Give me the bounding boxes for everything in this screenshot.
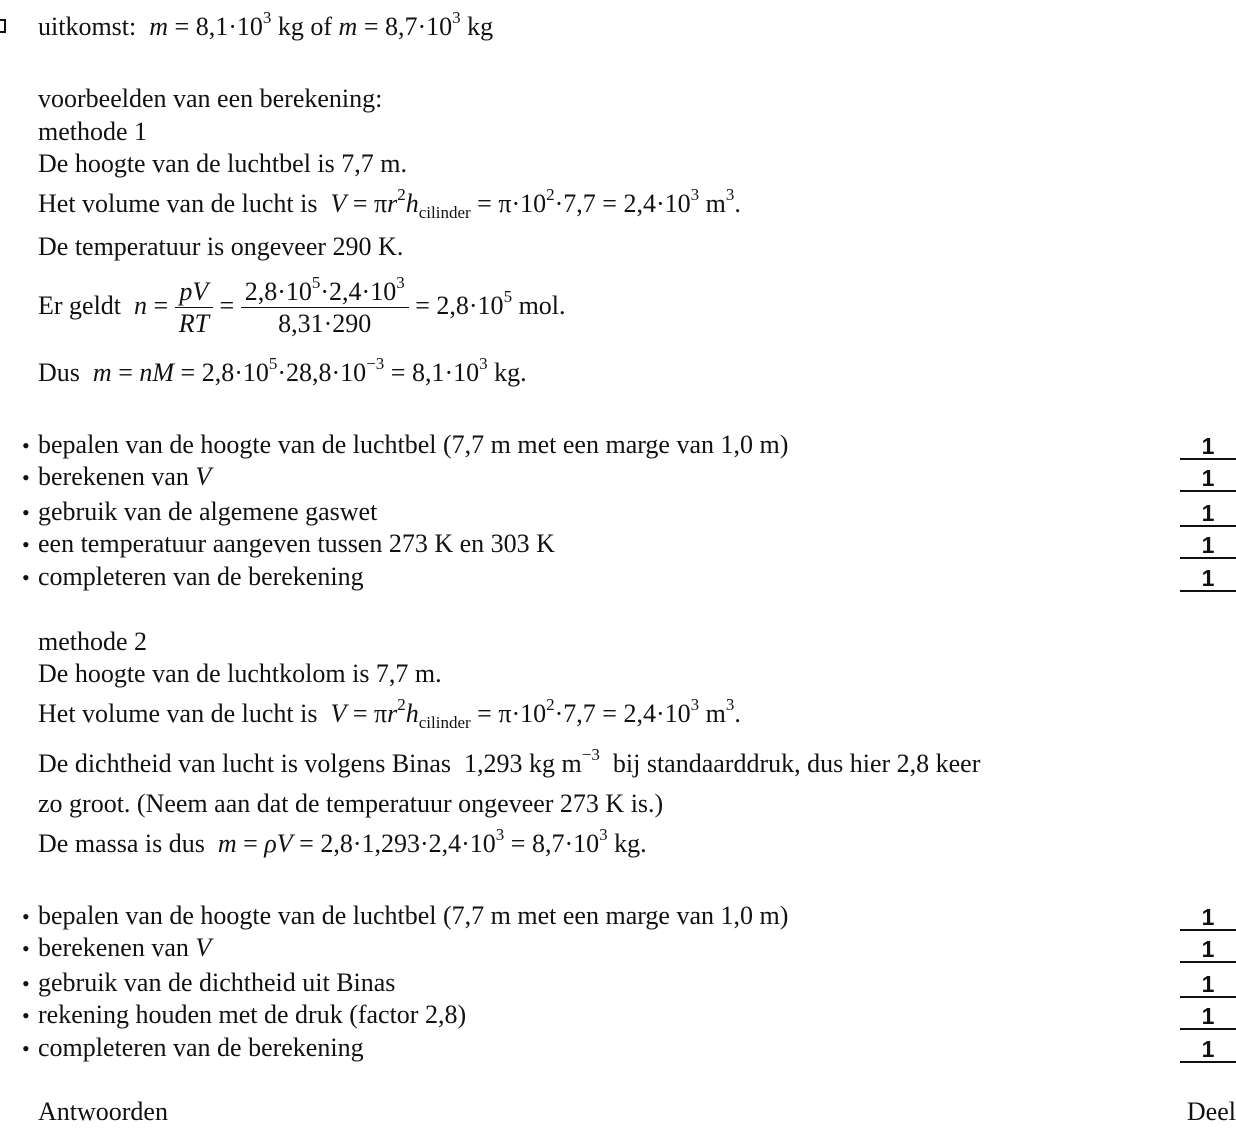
method2-score-1: 1 — [1180, 905, 1236, 931]
method2-criterion-5: • completeren van de berekening — [22, 1033, 364, 1062]
method2-criterion-2: • berekenen van V — [22, 933, 212, 962]
method2-criterion-1: • bepalen van de hoogte van de luchtbel (7,7 m met een marge van 1,0 m) — [22, 901, 789, 930]
method2-volume-line: Het volume van de lucht is $V = \pi r^2h_{cilinder} = \pi\cdot 10^2\cdot 7,7 = 2,4\cdot 10^3$ $m^3$. — [38, 695, 741, 732]
method2-mass-line: De massa is dus $m = \rho V = 2,8\cdot 1,293\cdot 2,4\cdot 10^3 = 8,7\cdot 10^3$ kg. — [38, 825, 647, 858]
method1-temp-line: De temperatuur is ongeveer 290 K. — [38, 232, 404, 261]
method1-score-3: 1 — [1180, 501, 1236, 527]
method2-title: methode 2 — [38, 627, 148, 656]
fraction-pv-rt: $\frac{pV}{RT}$ — [175, 277, 213, 340]
method2-criterion-4: • rekening houden met de druk (factor 2,8) — [22, 1000, 467, 1029]
method2-density-line: De dichtheid van lucht is volgens Binas 1,293 kg $m^{-3}$ bij standaarddruk, dus hier 2,8 keer — [38, 745, 981, 778]
method2-score-3: 1 — [1180, 972, 1236, 998]
method2-score-4: 1 — [1180, 1004, 1236, 1030]
intro-text: voorbeelden van een berekening: — [38, 84, 383, 113]
outcome-line: uitkomst: $m = 8,1\cdot 10^3$ kg of $m = 8,7\cdot 10^3$ kg — [38, 8, 494, 41]
method1-criterion-4: • een temperatuur aangeven tussen 273 K en 303 K — [22, 529, 555, 558]
method1-score-5: 1 — [1180, 566, 1236, 592]
method2-score-5: 1 — [1180, 1037, 1236, 1063]
method1-gaswet-line: Er geldt n = $\frac{pV}{RT}$ = $\frac{2,8\cdot 10^5\cdot 2,4\cdot 10^3}{8,31\cdot 290}$ = $2,8\cdot 10^5$ mol. — [38, 272, 566, 338]
footer-left: Antwoorden — [38, 1097, 168, 1126]
method1-title: methode 1 — [38, 117, 148, 146]
method1-criterion-3: • gebruik van de algemene gaswet — [22, 497, 378, 526]
method2-height-line: De hoogte van de luchtkolom is 7,7 m. — [38, 659, 442, 688]
method2-criterion-3: • gebruik van de dichtheid uit Binas — [22, 968, 396, 997]
footer-right: Deel — [1186, 1097, 1236, 1126]
method1-criterion-5: • completeren van de berekening — [22, 562, 364, 591]
method1-score-2: 1 — [1180, 466, 1236, 492]
method1-mass-line: Dus m = nM = $2,8\cdot 10^5\cdot 28,8\cdot 10^{-3} = 8,1\cdot 10^3$ kg. — [38, 354, 527, 387]
method1-score-1: 1 — [1180, 434, 1236, 460]
method2-density-line-2: zo groot. (Neem aan dat de temperatuur ongeveer 273 K is.) — [38, 789, 664, 818]
method1-height-line: De hoogte van de luchtbel is 7,7 m. — [38, 149, 407, 178]
method1-criterion-1: • bepalen van de hoogte van de luchtbel (7,7 m met een marge van 1,0 m) — [22, 430, 789, 459]
checkbox-marker — [0, 19, 6, 33]
method1-criterion-2: • berekenen van V — [22, 462, 212, 491]
method1-volume-line: Het volume van de lucht is $V = \pi r^2h_{cilinder} = \pi\cdot 10^2\cdot 7,7 = 2,4\cdot 10^3$ $m^3$. — [38, 185, 741, 222]
fraction-values: $\frac{2,8\cdot 10^5\cdot 2,4\cdot 10^3}{8,31\cdot 290}$ — [241, 277, 409, 340]
method1-score-4: 1 — [1180, 533, 1236, 559]
method2-score-2: 1 — [1180, 937, 1236, 963]
